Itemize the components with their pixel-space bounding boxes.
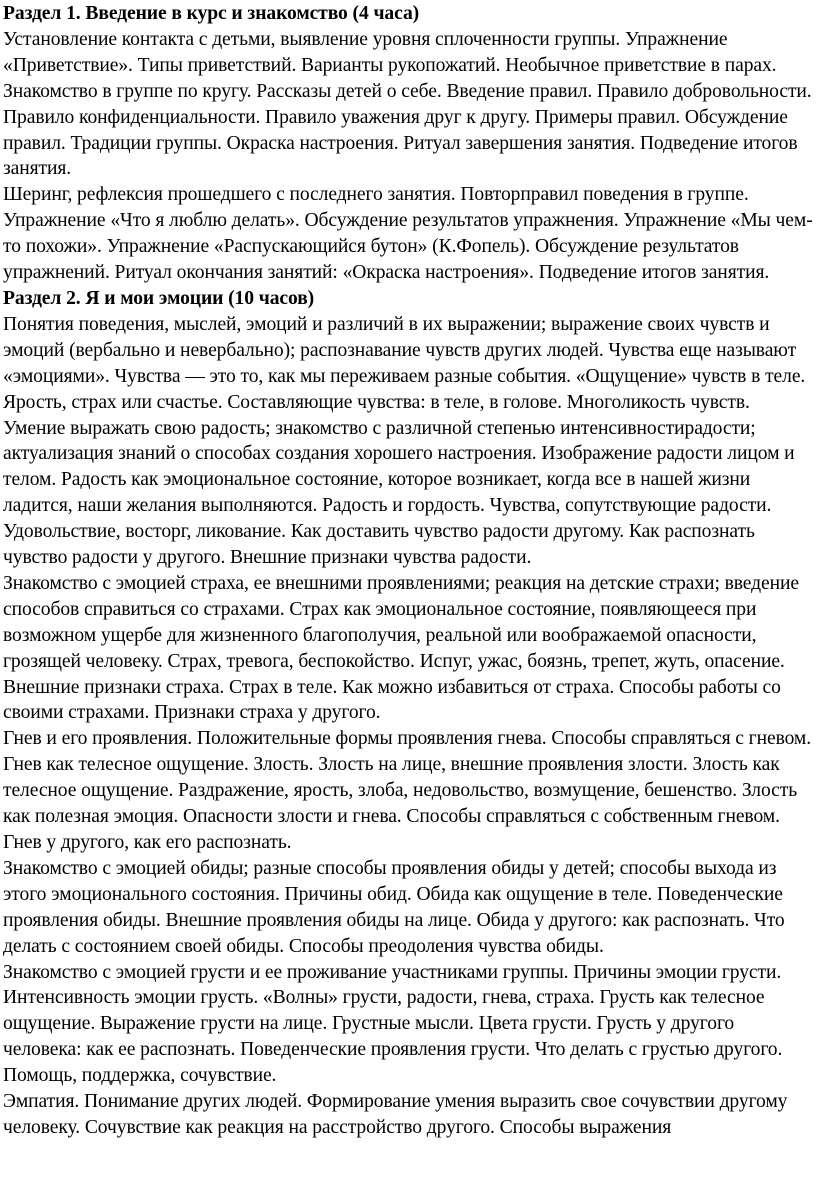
- section-2-paragraph-1: Понятия поведения, мыслей, эмоций и различий в их выражении; выражение своих чувств и эмоций (вербально и невербально); распознавание чувств других людей. Чувства еще называют «эмоциями». Чувства — это то, как мы переживаем разные события. «Ощущение» чувств в теле. Ярость, страх или счастье. Составляющие чувства: в теле, в голове. Многоликость чувств.: [3, 313, 806, 413]
- section-1-heading: Раздел 1. Введение в курс и знакомство (4 часа): [3, 3, 420, 24]
- section-2-heading: Раздел 2. Я и мои эмоции (10 часов): [3, 287, 315, 309]
- section-1-paragraph-1: Установление контакта с детьми, выявление уровня сплоченности группы. Упражнение «Приветствие». Типы приветствий. Варианты рукопожатий. Необычное приветствие в парах. Знакомство в группе по кругу. Рассказы детей о себе. Введение правил. Правило добровольности. Правило конфиденциальности. Правило уважения друг к другу. Примеры правил. Обсуждение правил. Традиции группы. Окраска настроения. Ритуал завершения занятия. Подведение итогов занятия.: [3, 28, 812, 180]
- section-2-paragraph-5: Знакомство с эмоцией обиды; разные способы проявления обиды у детей; способы выхода из этого эмоционального состояния. Причины обид. Обида как ощущение в теле. Поведенческие проявления обиды. Внешние проявления обиды на лице. Обида у другого: как распознать. Что делать с состоянием своей обиды. Способы преодоления чувства обиды.: [3, 857, 785, 957]
- section-2-paragraph-3: Знакомство с эмоцией страха, ее внешними проявлениями; реакция на детские страхи; введение способов справиться со страхами. Страх как эмоциональное состояние, появляющееся при возможном ущербе для жизненного благополучия, реальной или воображаемой опасности, грозящей человеку. Страх, тревога, беспокойство. Испуг, ужас, боязнь, трепет, жуть, опасение. Внешние признаки страха. Страх в теле. Как можно избавиться от страха. Способы работы со своими страхами. Признаки страха у другого.: [3, 572, 799, 724]
- section-2-paragraph-4: Гнев и его проявления. Положительные формы проявления гнева. Способы справляться с гневом. Гнев как телесное ощущение. Злость. Злость на лице, внешние проявления злости. Злость как телесное ощущение. Раздражение, ярость, злоба, недовольство, возмущение, бешенство. Злость как полезная эмоция. Опасности злости и гнева. Способы справляться с собственным гневом. Гнев у другого, как его распознать.: [3, 728, 812, 853]
- section-2-paragraph-6: Знакомство с эмоцией грусти и ее проживание участниками группы. Причины эмоции грусти. Интенсивность эмоции грусть. «Волны» грусти, радости, гнева, страха. Грусть как телесное ощущение. Выражение грусти на лице. Грустные мысли. Цвета грусти. Грусть у другого человека: как ее распознать. Поведенческие проявления грусти. Что делать с грустью другого. Помощь, поддержка, сочувствие.: [3, 961, 783, 1087]
- section-1-paragraph-2: Шеринг, рефлексия прошедшего с последнего занятия. Повторправил поведения в группе. Упражнение «Что я люблю делать». Обсуждение результатов упражнения. Упражнение «Мы чем-то похожи». Упражнение «Распускающийся бутон» (К.Фопель). Обсуждение результатов упражнений. Ритуал окончания занятий: «Окраска настроения». Подведение итогов занятия.: [3, 184, 813, 284]
- document-page: [3, 0, 813, 1141]
- section-2-paragraph-2: Умение выражать свою радость; знакомство с различной степенью интенсивностирадости; актуализация знаний о способах создания хорошего настроения. Изображение радости лицом и телом. Радость как эмоциональное состояние, которое возникает, когда все в нашей жизни ладится, наши желания выполняются. Радость и гордость. Чувства, сопутствующие радости. Удовольствие, восторг, ликование. Как доставить чувство радости другому. Как распознать чувство радости у другого. Внешние признаки чувства радости.: [3, 417, 795, 569]
- section-2-paragraph-7: Эмпатия. Понимание других людей. Формирование умения выразить свое сочувствии другому человеку. Сочувствие как реакция на расстройство другого. Способы выражения: [3, 1091, 788, 1138]
